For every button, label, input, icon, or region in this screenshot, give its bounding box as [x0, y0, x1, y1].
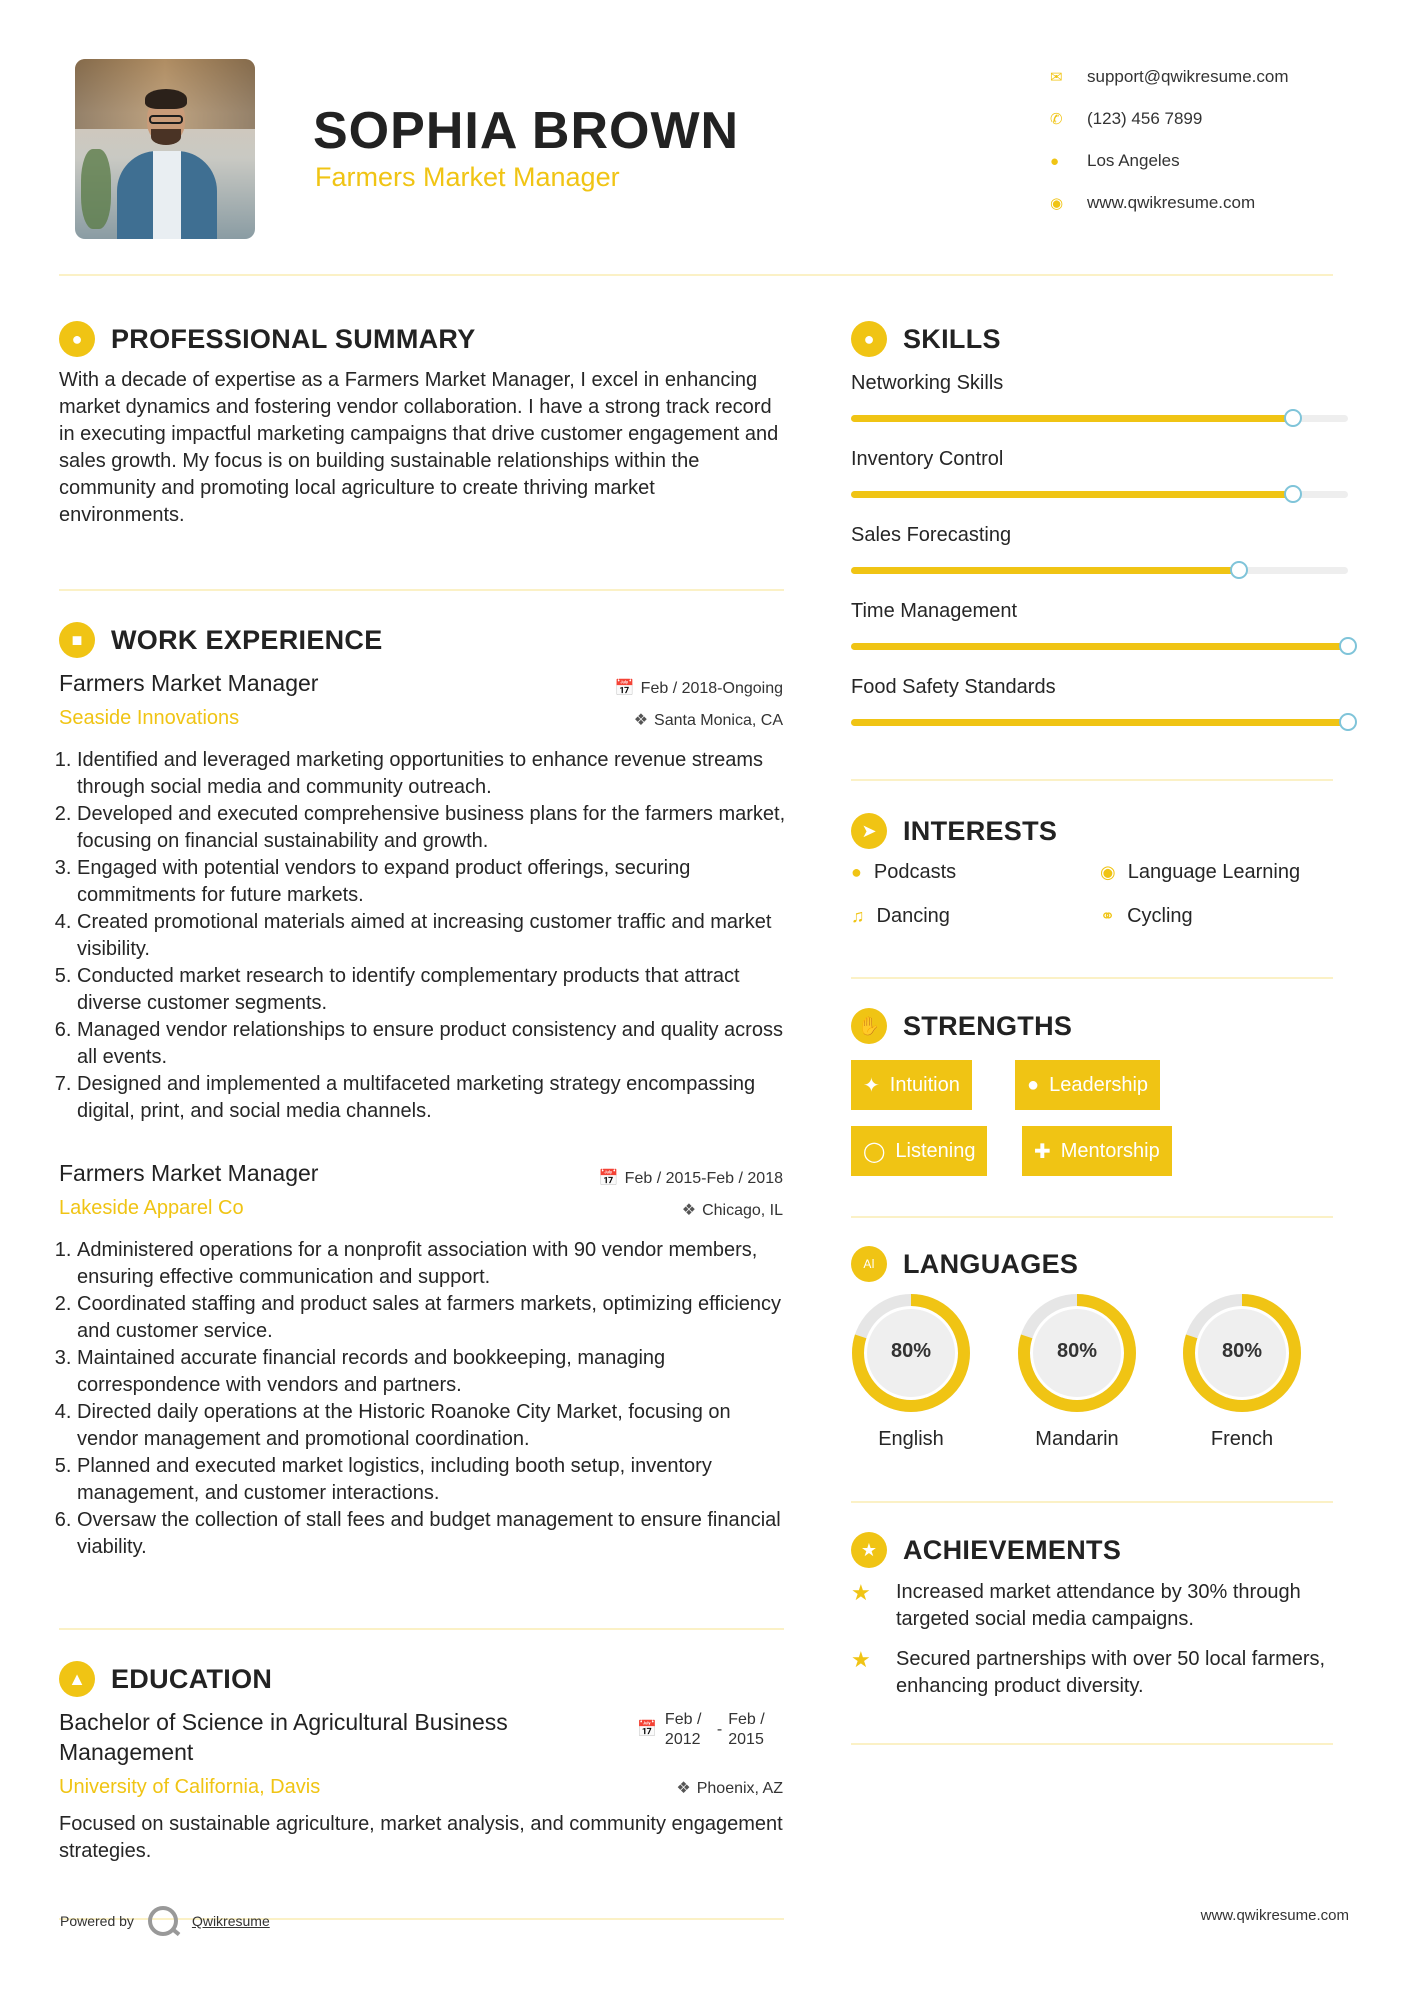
summary-text: With a decade of expertise as a Farmers Market Manager, I excel in enhancing market dynamics and fostering vendor collaboration. I have a strong track record in executing impactful marketing campaigns that drive customer engagement and sales growth. My focus is on building sustainable relationships within the community and promoting local agriculture to create thriving market environments.: [59, 369, 779, 526]
star-icon: ★: [851, 1647, 871, 1672]
language-name: English: [878, 1428, 944, 1450]
list-item: 2. Coordinated staffing and product sales at farmers markets, optimizing efficiency and customer service.: [77, 1291, 789, 1345]
skills-heading: ● SKILLS: [851, 321, 1001, 357]
list-item: 1. Identified and leveraged marketing opportunities to enhance revenue streams through social media and community outreach.: [77, 747, 789, 801]
summary-divider: [59, 589, 784, 591]
list-item: 5. Conducted market research to identify complementary products that attract diverse customer segments.: [77, 963, 789, 1017]
phone-icon: ✆: [1050, 111, 1063, 128]
education-location: ❖ Phoenix, AZ: [676, 1780, 783, 1797]
microphone-icon: ●: [851, 862, 862, 882]
qwikresume-link[interactable]: Qwikresume: [191, 1913, 270, 1929]
skill-level-handle: [1230, 561, 1248, 579]
list-item: 1. Administered operations for a nonprofit association with 90 vendor members, ensuring effective communication and support.: [77, 1237, 789, 1291]
summary-heading: ● PROFESSIONAL SUMMARY: [59, 321, 476, 357]
bicycle-icon: ⚭: [1100, 906, 1116, 926]
candidate-title: Farmers Market Manager: [315, 162, 620, 192]
language-percent: 80%: [890, 1340, 932, 1362]
job-title-2: Farmers Market Manager: [59, 1160, 319, 1186]
skill-name: Inventory Control: [851, 448, 1004, 470]
achievements-heading: ★ ACHIEVEMENTS: [851, 1532, 1121, 1568]
contact-list: [1050, 56, 1289, 224]
powered-by: Powered by Qwikresume: [60, 1906, 270, 1936]
education-dates: 📅 Feb / 2012 - Feb / 2015: [637, 1711, 765, 1748]
calendar-icon: 📅: [637, 1721, 657, 1738]
company-1: Seaside Innovations: [59, 707, 240, 729]
languages-divider: [851, 1501, 1333, 1503]
skill-level-handle: [1284, 485, 1302, 503]
list-item: 4. Created promotional materials aimed at increasing customer traffic and market visibility.: [77, 909, 789, 963]
job-dates-1: 📅 Feb / 2018-Ongoing: [614, 680, 783, 697]
strengths-divider: [851, 1216, 1333, 1218]
skill-name: Networking Skills: [851, 372, 1004, 394]
strength-tag-intuition: ✦ Intuition: [851, 1060, 972, 1110]
skill-level-handle: [1339, 637, 1357, 655]
users-icon: ●: [1027, 1073, 1040, 1096]
language-icon: Aا: [851, 1246, 887, 1282]
list-item: 3. Engaged with potential vendors to expand product offerings, securing commitments for future markets.: [77, 855, 789, 909]
degree-title: Bachelor of Science in Agricultural Business Management: [59, 1709, 508, 1765]
hand-icon: ✋: [851, 1008, 887, 1044]
job-location-2: ❖ Chicago, IL: [681, 1202, 783, 1219]
job-dates-2: 📅 Feb / 2015-Feb / 2018: [598, 1170, 783, 1187]
interest-cycling: ⚭ Cycling: [1100, 905, 1193, 927]
skill-bar-fill: [851, 567, 1239, 574]
globe-icon: ◉: [1050, 195, 1064, 212]
job-title-1: Farmers Market Manager: [59, 670, 319, 696]
headphones-icon: ◯: [863, 1140, 886, 1163]
skill-name: Food Safety Standards: [851, 676, 1056, 698]
skill-name: Time Management: [851, 600, 1017, 622]
strength-tag-mentorship: ✚ Mentorship: [1022, 1126, 1172, 1176]
language-name: French: [1210, 1428, 1274, 1450]
skill-bar-fill: [851, 643, 1348, 650]
skill-bar-fill: [851, 719, 1348, 726]
candidate-name: SOPHIA BROWN: [313, 102, 740, 160]
strength-tag-leadership: ● Leadership: [1015, 1060, 1160, 1110]
pushpin-icon: ❖: [633, 712, 649, 729]
interests-divider: [851, 977, 1333, 979]
calendar-icon: 📅: [598, 1170, 619, 1187]
list-item: 2. Developed and executed comprehensive business plans for the farmers market, focusing on financial sustainability and growth.: [77, 801, 789, 855]
list-item: 5. Planned and executed market logistics, including booth setup, inventory management, and customer interactions.: [77, 1453, 789, 1507]
star-icon: ★: [851, 1532, 887, 1568]
strength-tag-listening: ◯ Listening: [851, 1126, 987, 1176]
list-item: 3. Maintained accurate financial records and bookkeeping, managing correspondence with vendors and partners.: [77, 1345, 789, 1399]
calendar-icon: 📅: [614, 680, 635, 697]
interests-heading: ➤ INTERESTS: [851, 813, 1057, 849]
contact-phone[interactable]: ✆ (123) 456 7899: [1050, 109, 1203, 128]
contact-website[interactable]: ◉ www.qwikresume.com: [1050, 193, 1256, 212]
envelope-icon: ✉: [1050, 69, 1063, 86]
list-item: 6. Managed vendor relationships to ensure product consistency and quality across all events.: [77, 1017, 789, 1071]
skill-bar-fill: [851, 415, 1293, 422]
job-duties-1: [59, 747, 789, 1125]
music-note-icon: ♫: [851, 906, 865, 926]
paper-plane-icon: ➤: [851, 813, 887, 849]
contact-location: ● Los Angeles: [1050, 151, 1180, 170]
qwikresume-logo-icon: [148, 1906, 178, 1936]
skill-bar-fill: [851, 491, 1293, 498]
languages-heading: Aا LANGUAGES: [851, 1246, 1078, 1282]
interest-language-learning: ◉ Language Learning: [1100, 861, 1301, 883]
list-item: 6. Oversaw the collection of stall fees and budget management to ensure financial viability.: [77, 1507, 789, 1561]
language-name: Mandarin: [1035, 1428, 1119, 1450]
magic-wand-icon: ✦: [863, 1074, 880, 1097]
education-description: Focused on sustainable agriculture, market analysis, and community engagement strategies.: [59, 1813, 783, 1862]
experience-heading: ■ WORK EXPERIENCE: [59, 622, 383, 658]
school-name: University of California, Davis: [59, 1776, 321, 1798]
company-2: Lakeside Apparel Co: [59, 1197, 244, 1219]
education-heading: ▲ EDUCATION: [59, 1661, 272, 1697]
profile-photo: [75, 59, 255, 239]
job-location-1: ❖ Santa Monica, CA: [633, 712, 783, 729]
language-percent: 80%: [1056, 1340, 1098, 1362]
graduation-cap-icon: ▲: [59, 1661, 95, 1697]
skill-level-handle: [1339, 713, 1357, 731]
user-plus-icon: ✚: [1034, 1140, 1051, 1163]
achievements-divider: [851, 1743, 1333, 1745]
header-divider: [59, 274, 1333, 276]
pushpin-icon: ❖: [676, 1780, 691, 1797]
interest-podcasts: ● Podcasts: [851, 861, 957, 883]
lightbulb-icon: ●: [851, 321, 887, 357]
skill-name: Sales Forecasting: [851, 524, 1012, 546]
location-pin-icon: ●: [1050, 152, 1060, 170]
skills-divider: [851, 779, 1333, 781]
footer-url[interactable]: www.qwikresume.com: [1200, 1907, 1349, 1924]
achievement-item-1: ★ Increased market attendance by 30% through targeted social media campaigns.: [851, 1579, 1341, 1633]
language-percent: 80%: [1221, 1340, 1263, 1362]
star-icon: ★: [851, 1580, 871, 1605]
experience-divider: [59, 1628, 784, 1630]
briefcase-icon: ■: [59, 622, 95, 658]
globe-icon: ◉: [1100, 862, 1116, 882]
skill-level-handle: [1284, 409, 1302, 427]
user-icon: ●: [59, 321, 95, 357]
list-item: 4. Directed daily operations at the Historic Roanoke City Market, focusing on vendor management and promotional coordination.: [77, 1399, 789, 1453]
contact-email[interactable]: ✉ support@qwikresume.com: [1050, 67, 1289, 86]
job-duties-2: [59, 1237, 789, 1561]
pushpin-icon: ❖: [681, 1202, 697, 1219]
strengths-heading: ✋ STRENGTHS: [851, 1008, 1072, 1044]
interest-dancing: ♫ Dancing: [851, 905, 950, 927]
achievement-item-2: ★ Secured partnerships with over 50 local farmers, enhancing product diversity.: [851, 1646, 1341, 1700]
list-item: 7. Designed and implemented a multifaceted marketing strategy encompassing digital, print, and social media channels.: [77, 1071, 789, 1125]
